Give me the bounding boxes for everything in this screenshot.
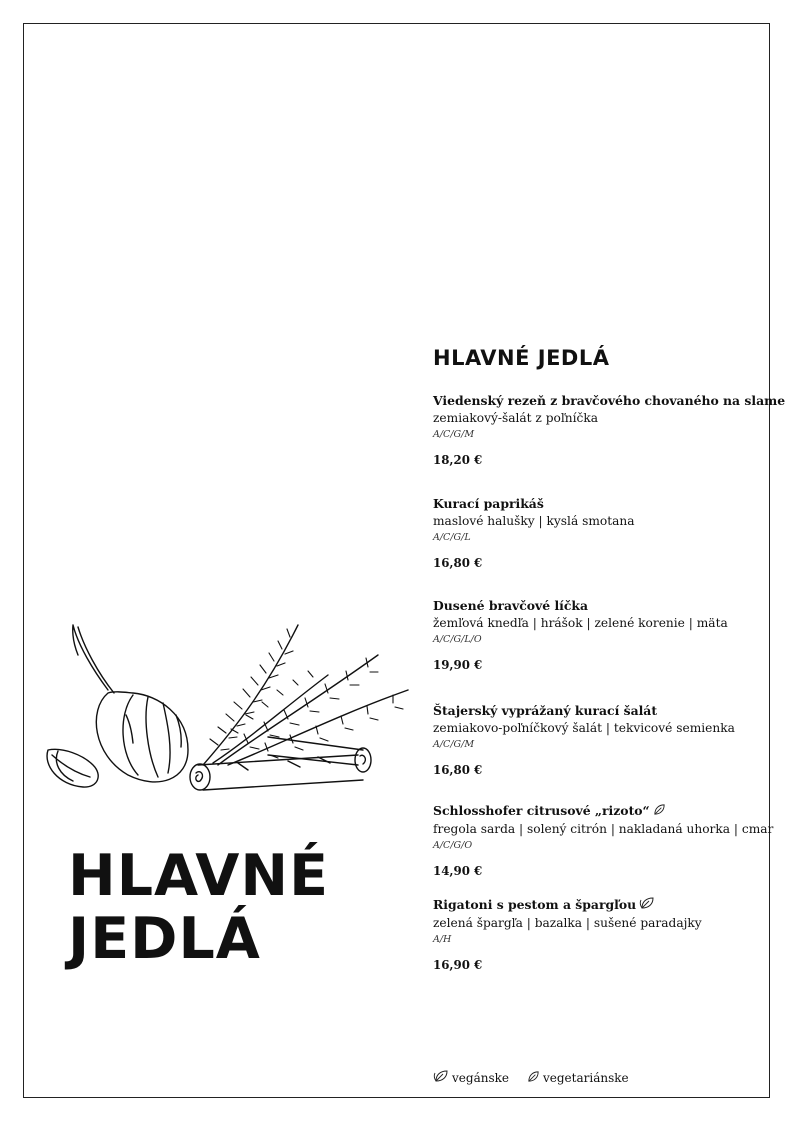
item-allergens: A/H — [433, 934, 452, 945]
item-name: Dusené bravčové líčka — [433, 598, 589, 613]
item-description: zelená špargľa | bazalka | sušené paradajky — [433, 916, 702, 930]
item-price: 19,90 € — [433, 658, 483, 672]
legend-vegan — [433, 1069, 509, 1086]
item-name: Štajerský vyprážaný kurací šalát — [433, 703, 658, 718]
item-allergens: A/C/G/L/O — [433, 634, 482, 645]
vegan-leaf-icon — [433, 1069, 449, 1086]
legend-vegetarian — [527, 1069, 629, 1086]
item-description: maslové halušky | kyslá smotana — [433, 514, 635, 528]
menu-item — [433, 702, 763, 778]
menu-item — [433, 802, 774, 879]
menu-item — [433, 597, 763, 673]
menu-item — [433, 896, 763, 973]
item-allergens: A/C/G/M — [433, 739, 475, 750]
item-allergens: A/C/G/L — [433, 532, 471, 543]
item-price: 16,80 € — [433, 763, 483, 777]
legend-vegan-label: vegánske — [452, 1070, 509, 1085]
item-price: 16,80 € — [433, 556, 483, 570]
item-price: 14,90 € — [433, 864, 483, 878]
hero-title-line1: HLAVNÉ — [68, 843, 330, 909]
item-name: Viedenský rezeň z bravčového chovaného na slame — [433, 393, 786, 408]
item-name: Kurací paprikáš — [433, 496, 544, 511]
menu-item — [433, 495, 763, 571]
hero-title-line2: JEDLÁ — [68, 906, 261, 972]
hero-title — [68, 845, 329, 971]
diet-legend — [433, 1069, 629, 1086]
item-allergens: A/C/G/O — [433, 840, 473, 851]
menu-item — [433, 392, 786, 468]
legend-vegetarian-label: vegetariánske — [542, 1070, 629, 1085]
vegetarian-leaf-icon — [527, 1070, 540, 1086]
item-description: žemľová knedľa | hrášok | zelené korenie | mäta — [433, 616, 728, 630]
item-price: 16,90 € — [433, 958, 483, 972]
item-name: Schlosshofer citrusové „rizoto“ — [433, 802, 763, 820]
section-title: HLAVNÉ JEDLÁ — [433, 346, 610, 370]
item-description: zemiakovo-poľníčkový šalát | tekvicové semienka — [433, 721, 735, 735]
item-description: zemiakový-šalát z poľníčka — [433, 411, 598, 425]
vegan-leaf-icon — [639, 896, 655, 914]
item-allergens: A/C/G/M — [433, 429, 475, 440]
item-name: Rigatoni s pestom a špargľou — [433, 896, 763, 914]
item-price: 18,20 € — [433, 453, 483, 467]
vegetarian-leaf-icon — [653, 803, 666, 820]
item-description: fregola sarda | solený citrón | nakladaná uhorka | cmar — [433, 822, 774, 836]
food-illustration — [38, 615, 413, 805]
